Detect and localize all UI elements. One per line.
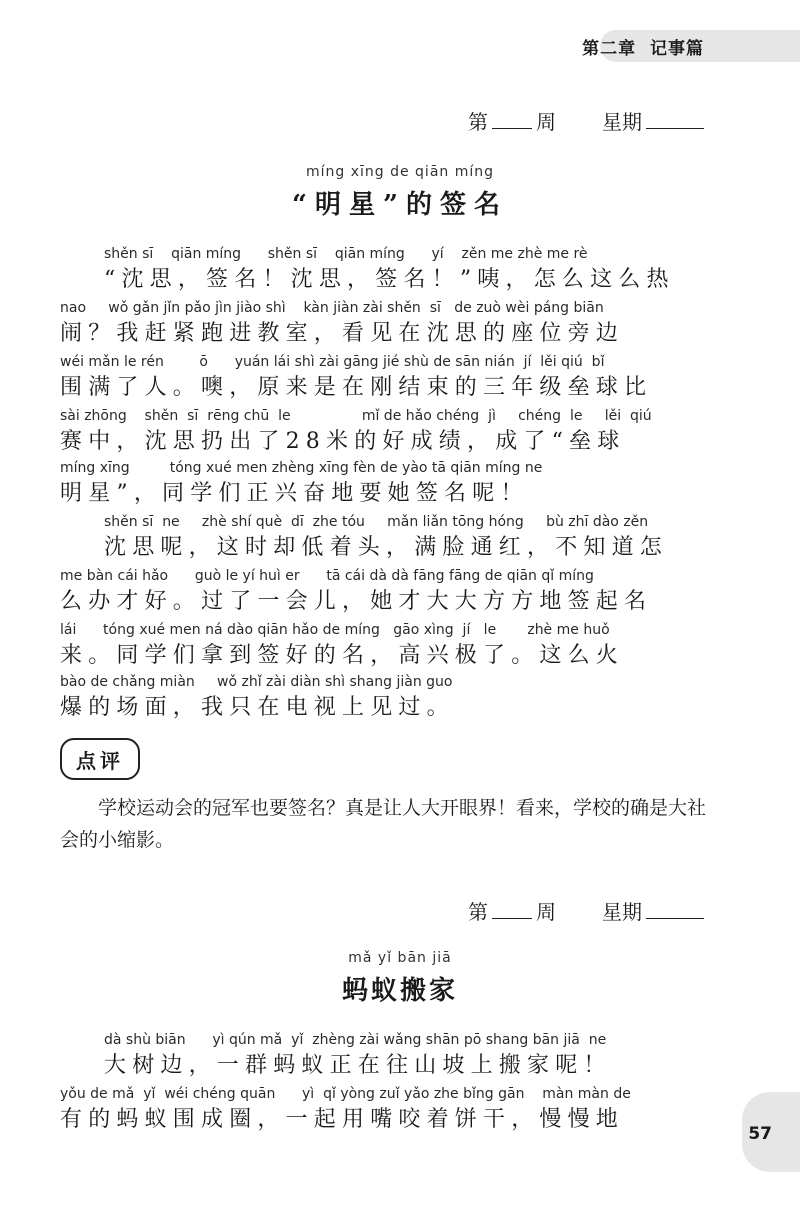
- title-pinyin: míng xīng de qiān míng: [305, 164, 495, 180]
- story-line: [60, 1084, 740, 1136]
- date-line: [468, 106, 704, 135]
- hanzi-line: 明星”，同学们正兴奋地要她签名呢！: [60, 481, 529, 506]
- pinyin-line: yǒu de mǎ yǐ wéi chéng quān yì qǐ yòng zuǐ yǎo zhe bǐng gān màn màn de: [60, 1086, 631, 1102]
- week-blank: [492, 128, 532, 129]
- pinyin-line: lái tóng xué men ná dào qiān hǎo de míng gāo xìng jí le zhè me huǒ: [60, 622, 610, 638]
- chapter-label: 第二章: [582, 39, 637, 59]
- pinyin-line: me bàn cái hǎo guò le yí huì er tā cái dà dà fāng fāng de qiān qǐ míng: [60, 568, 594, 584]
- pinyin-line: shěn sī qiān míng shěn sī qiān míng yí zěn me zhè me rè: [104, 246, 588, 262]
- story-line: [60, 244, 740, 296]
- hanzi-line: 爆的场面，我只在电视上见过。: [60, 695, 455, 720]
- story-line: [60, 458, 740, 510]
- story-line: [60, 566, 740, 618]
- week-suffix: 周: [536, 900, 556, 924]
- pinyin-line: míng xīng tóng xué men zhèng xīng fèn de yào tā qiān míng ne: [60, 460, 543, 476]
- story-line: [60, 1030, 740, 1082]
- section-label: 记事篇: [650, 39, 704, 59]
- title-pinyin: mǎ yǐ bān jiā: [348, 950, 452, 966]
- weekday-blank: [646, 918, 704, 919]
- hanzi-line: 围满了人。噢，原来是在刚结束的三年级垒球比: [60, 375, 653, 400]
- story-line: [60, 620, 740, 672]
- hanzi-line: 闹？我赶紧跑进教室，看见在沈思的座位旁边: [60, 321, 625, 346]
- week-prefix: 第: [468, 900, 488, 924]
- comment-text: 学校运动会的冠军也要签名？真是让人大开眼界！看来，学校的确是大社会的小缩影。: [60, 797, 707, 851]
- week-suffix: 周: [536, 110, 556, 134]
- story-title: “明星”的签名: [292, 190, 508, 220]
- weekday-label: 星期: [602, 110, 642, 134]
- story-line: [60, 672, 740, 724]
- date-line: [468, 896, 704, 925]
- pinyin-line: shěn sī ne zhè shí què dī zhe tóu mǎn liǎn tōng hóng bù zhī dào zěn: [104, 514, 649, 530]
- pinyin-line: bào de chǎng miàn wǒ zhǐ zài diàn shì shang jiàn guo: [60, 674, 453, 690]
- hanzi-line: 赛中，沈思扔出了28米的好成绩，成了“垒球: [60, 429, 626, 454]
- hanzi-line: 沈思呢，这时却低着头，满脸通红，不知道怎: [104, 535, 669, 560]
- pinyin-line: nao wǒ gǎn jǐn pǎo jìn jiào shì kàn jiàn zài shěn sī de zuò wèi páng biān: [60, 300, 604, 316]
- story-title-block: [0, 950, 800, 1007]
- hanzi-line: 来。同学们拿到签好的名，高兴极了。这么火: [60, 643, 625, 668]
- hanzi-line: “沈思，签名！沈思，签名！”咦，怎么这么热: [104, 267, 675, 292]
- story-line: [60, 406, 740, 458]
- story-title: 蚂蚁搬家: [341, 976, 458, 1006]
- pinyin-line: wéi mǎn le rén ō yuán lái shì zài gāng jié shù de sān nián jí lěi qiú bǐ: [60, 354, 605, 370]
- weekday-label: 星期: [602, 900, 642, 924]
- story-line: [60, 298, 740, 350]
- weekday-blank: [646, 128, 704, 129]
- running-header: [582, 34, 704, 59]
- hanzi-line: 有的蚂蚁围成圈，一起用嘴咬着饼干，慢慢地: [60, 1107, 625, 1132]
- week-blank: [492, 918, 532, 919]
- pinyin-line: dà shù biān yì qún mǎ yǐ zhèng zài wǎng shān pō shang bān jiā ne: [104, 1032, 607, 1048]
- pinyin-line: sài zhōng shěn sī rēng chū le mǐ de hǎo chéng jì chéng le lěi qiú: [60, 408, 652, 424]
- hanzi-line: 么办才好。过了一会儿，她才大大方方地签起名: [60, 589, 653, 614]
- hanzi-line: 大树边，一群蚂蚁正在往山坡上搬家呢！: [104, 1053, 612, 1078]
- page-number: 57: [748, 1124, 772, 1144]
- comment-label: 点评: [60, 738, 140, 780]
- week-prefix: 第: [468, 110, 488, 134]
- story-line: [60, 512, 740, 564]
- story-title-block: [0, 164, 800, 221]
- story-line: [60, 352, 740, 404]
